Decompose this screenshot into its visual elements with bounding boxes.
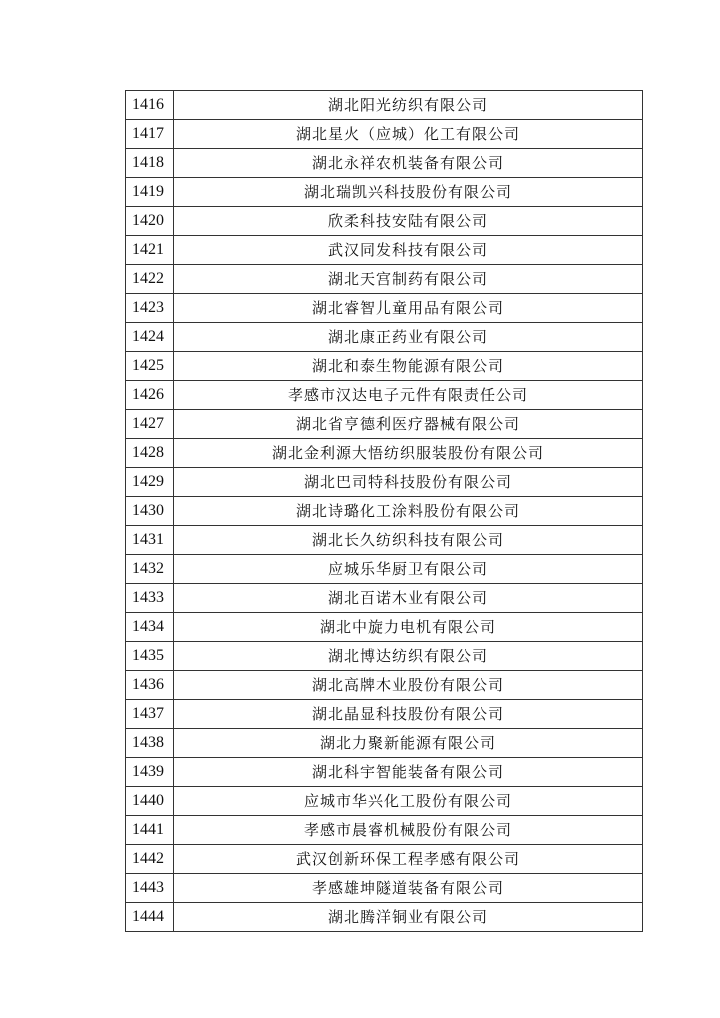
row-number-cell: 1439 <box>126 758 174 787</box>
row-number-cell: 1441 <box>126 816 174 845</box>
row-number-cell: 1422 <box>126 265 174 294</box>
table-row <box>126 178 643 207</box>
table-row <box>126 410 643 439</box>
company-name-cell: 湖北中旋力电机有限公司 <box>174 613 643 642</box>
table-row <box>126 584 643 613</box>
company-name-cell: 湖北博达纺织有限公司 <box>174 642 643 671</box>
table-row <box>126 816 643 845</box>
table-row <box>126 758 643 787</box>
company-name-cell: 湖北巴司特科技股份有限公司 <box>174 468 643 497</box>
table-row <box>126 352 643 381</box>
table-row <box>126 613 643 642</box>
company-name-cell: 湖北睿智儿童用品有限公司 <box>174 294 643 323</box>
row-number-cell: 1417 <box>126 120 174 149</box>
table-row <box>126 497 643 526</box>
company-list-table <box>125 90 643 932</box>
company-name-cell: 应城市华兴化工股份有限公司 <box>174 787 643 816</box>
row-number-cell: 1419 <box>126 178 174 207</box>
company-name-cell: 湖北长久纺织科技有限公司 <box>174 526 643 555</box>
row-number-cell: 1430 <box>126 497 174 526</box>
company-name-cell: 孝感雄坤隧道装备有限公司 <box>174 874 643 903</box>
table-row <box>126 265 643 294</box>
row-number-cell: 1421 <box>126 236 174 265</box>
company-name-cell: 湖北永祥农机装备有限公司 <box>174 149 643 178</box>
row-number-cell: 1423 <box>126 294 174 323</box>
row-number-cell: 1429 <box>126 468 174 497</box>
row-number-cell: 1434 <box>126 613 174 642</box>
table-row <box>126 700 643 729</box>
table-row <box>126 903 643 932</box>
table-row <box>126 120 643 149</box>
company-name-cell: 孝感市晨睿机械股份有限公司 <box>174 816 643 845</box>
table-row <box>126 91 643 120</box>
row-number-cell: 1438 <box>126 729 174 758</box>
table-row <box>126 526 643 555</box>
table-row <box>126 642 643 671</box>
table-row <box>126 207 643 236</box>
company-name-cell: 湖北阳光纺织有限公司 <box>174 91 643 120</box>
company-name-cell: 湖北科宇智能装备有限公司 <box>174 758 643 787</box>
company-name-cell: 湖北高牌木业股份有限公司 <box>174 671 643 700</box>
table-row <box>126 323 643 352</box>
row-number-cell: 1428 <box>126 439 174 468</box>
company-name-cell: 湖北瑞凯兴科技股份有限公司 <box>174 178 643 207</box>
table-row <box>126 874 643 903</box>
company-name-cell: 应城乐华厨卫有限公司 <box>174 555 643 584</box>
row-number-cell: 1437 <box>126 700 174 729</box>
company-name-cell: 孝感市汉达电子元件有限责任公司 <box>174 381 643 410</box>
row-number-cell: 1425 <box>126 352 174 381</box>
row-number-cell: 1436 <box>126 671 174 700</box>
table-row <box>126 555 643 584</box>
row-number-cell: 1416 <box>126 91 174 120</box>
row-number-cell: 1442 <box>126 845 174 874</box>
table-row <box>126 439 643 468</box>
table-row <box>126 468 643 497</box>
row-number-cell: 1426 <box>126 381 174 410</box>
table-body <box>126 91 643 932</box>
company-name-cell: 湖北力聚新能源有限公司 <box>174 729 643 758</box>
row-number-cell: 1432 <box>126 555 174 584</box>
table-row <box>126 787 643 816</box>
company-name-cell: 湖北金利源大悟纺织服装股份有限公司 <box>174 439 643 468</box>
company-name-cell: 欣柔科技安陆有限公司 <box>174 207 643 236</box>
company-name-cell: 湖北腾洋铜业有限公司 <box>174 903 643 932</box>
row-number-cell: 1433 <box>126 584 174 613</box>
row-number-cell: 1420 <box>126 207 174 236</box>
table-row <box>126 729 643 758</box>
company-name-cell: 湖北百诺木业有限公司 <box>174 584 643 613</box>
row-number-cell: 1431 <box>126 526 174 555</box>
company-name-cell: 湖北晶显科技股份有限公司 <box>174 700 643 729</box>
table-row <box>126 236 643 265</box>
company-name-cell: 湖北天宫制药有限公司 <box>174 265 643 294</box>
company-name-cell: 湖北康正药业有限公司 <box>174 323 643 352</box>
company-name-cell: 湖北星火（应城）化工有限公司 <box>174 120 643 149</box>
table-row <box>126 149 643 178</box>
row-number-cell: 1427 <box>126 410 174 439</box>
row-number-cell: 1444 <box>126 903 174 932</box>
row-number-cell: 1443 <box>126 874 174 903</box>
company-name-cell: 武汉创新环保工程孝感有限公司 <box>174 845 643 874</box>
table-row <box>126 845 643 874</box>
table-row <box>126 294 643 323</box>
table-row <box>126 381 643 410</box>
company-name-cell: 武汉同发科技有限公司 <box>174 236 643 265</box>
company-name-cell: 湖北和泰生物能源有限公司 <box>174 352 643 381</box>
row-number-cell: 1418 <box>126 149 174 178</box>
row-number-cell: 1440 <box>126 787 174 816</box>
row-number-cell: 1424 <box>126 323 174 352</box>
table-row <box>126 671 643 700</box>
company-name-cell: 湖北省亨德利医疗器械有限公司 <box>174 410 643 439</box>
row-number-cell: 1435 <box>126 642 174 671</box>
company-name-cell: 湖北诗璐化工涂料股份有限公司 <box>174 497 643 526</box>
